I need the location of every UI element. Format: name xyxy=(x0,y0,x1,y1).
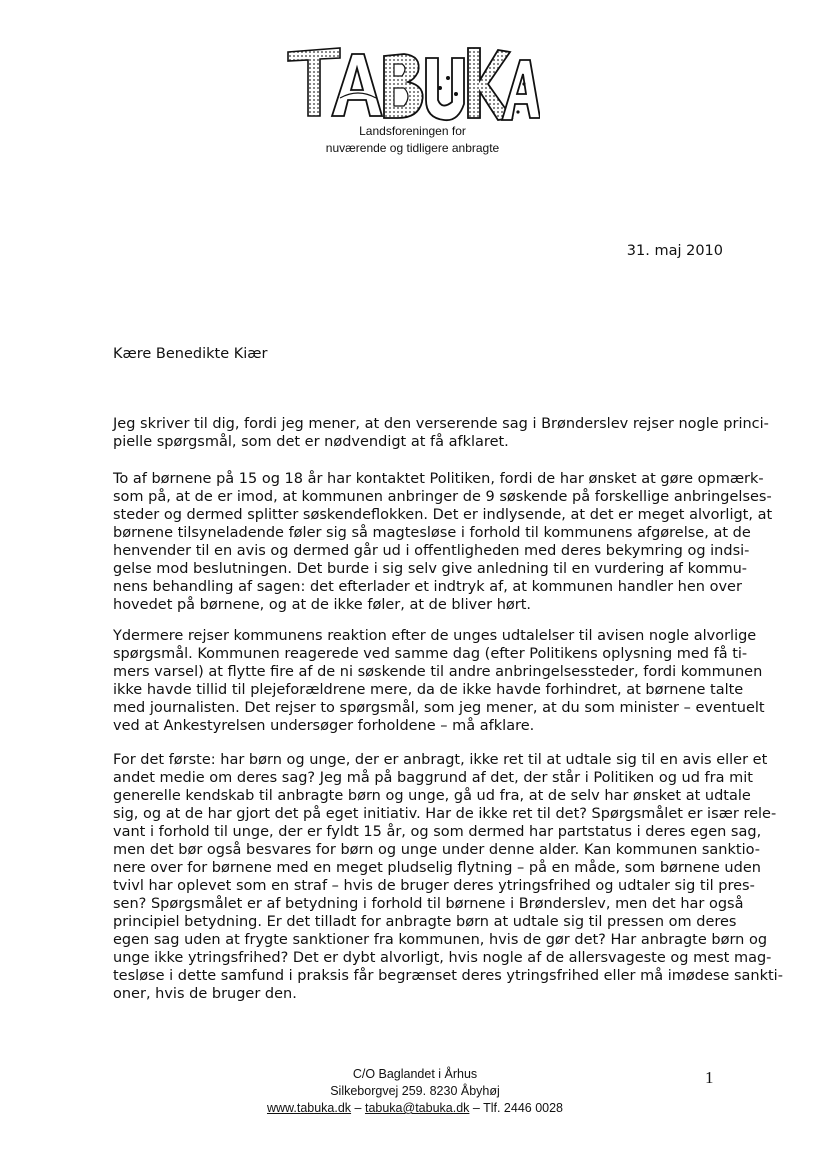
page-number: 1 xyxy=(705,1068,714,1087)
paragraph-line: tesløse i dette samfund i praksis får begrænset deres ytringsfrihed eller må imødese sankti- xyxy=(113,968,783,984)
footer-address-line1: C/O Baglandet i Århus xyxy=(352,1067,478,1081)
paragraph-line: generelle kendskab til anbragte børn og unge, gå ud fra, at de selv har ønsket at udtale xyxy=(113,788,751,804)
paragraph-line: principiel betydning. Er det tilladt for anbragte børn at udtale sig til pressen om deres xyxy=(113,914,737,930)
paragraph-line: Jeg skriver til dig, fordi jeg mener, at den verserende sag i Brønderslev rejser nogle princi- xyxy=(113,416,769,432)
paragraph-line: nere over for børnene med en meget pludselig flytning – på en måde, som børnene uden xyxy=(113,860,761,876)
paragraph-line: ikke havde tillid til plejeforældrene mere, da de ikke havde forhindret, at børnene talte xyxy=(113,682,744,698)
paragraph-line: egen sag uden at frygte sanktioner fra kommunen, hvis de gør det? Har anbragte børn og xyxy=(113,932,768,948)
paragraph-line: børnene tilsyneladende føler sig så magtesløse i forhold til kommunens afgørelse, at de xyxy=(113,525,751,541)
tabuka-logo xyxy=(280,38,540,130)
paragraph-line: oner, hvis de bruger den. xyxy=(113,986,297,1002)
paragraph-line: Ydermere rejser kommunens reaktion efter de unges udtalelser til avisen nogle alvorlige xyxy=(113,628,757,644)
org-tagline-line2: nuværende og tidligere anbragte xyxy=(325,141,500,155)
paragraph-line: steder og dermed splitter søskendeflokken. Det er indlysende, at det er meget alvorligt, at xyxy=(113,507,773,523)
paragraph-line: unge ikke ytringsfrihed? Det er dybt alvorligt, hvis nogle af de allersvageste og mest mag- xyxy=(113,950,772,966)
tabuka-logo-graphic xyxy=(280,38,540,130)
paragraph-line: gelse mod beslutningen. Det burde i sig selv give anledning til en vurdering af kommu- xyxy=(113,561,747,577)
website-link[interactable]: www.tabuka.dk xyxy=(266,1101,352,1115)
paragraph-children-contact xyxy=(113,470,773,614)
paragraph-freedom-of-speech xyxy=(113,751,783,1003)
paragraph-line: men det bør også besvares for børn og unge under denne alder. Kan kommunen sanktio- xyxy=(113,842,760,858)
paragraph-line: nens behandling af sagen: det efterlader et indtryk af, at kommunen handler hen over xyxy=(113,579,742,595)
paragraph-line: vant i forhold til unge, der er fyldt 15 år, og som dermed har partstatus i deres egen sag, xyxy=(113,824,762,840)
org-tagline-line1: Landsforeningen for xyxy=(359,124,466,138)
paragraph-line: med journalisten. Det rejser to spørgsmål, som jeg mener, at du som minister – eventuelt xyxy=(113,700,765,716)
paragraph-municipality-reaction xyxy=(113,627,765,735)
salutation: Kære Benedikte Kiær xyxy=(113,346,268,362)
paragraph-line: To af børnene på 15 og 18 år har kontaktet Politiken, fordi de har ønsket at gøre opmærk- xyxy=(113,471,764,487)
paragraph-line: hovedet på børnene, og at de ikke føler, at de bliver hørt. xyxy=(113,597,532,613)
paragraph-line: spørgsmål. Kommunen reagerede ved samme dag (efter Politikens oplysning med få ti- xyxy=(113,646,748,662)
email-link[interactable]: tabuka@tabuka.dk xyxy=(364,1101,470,1115)
paragraph-line: sen? Spørgsmålet er af betydning i forhold til børnene i Brønderslev, men det har også xyxy=(113,896,744,912)
paragraph-line: For det første: har børn og unge, der er anbragt, ikke ret til at udtale sig til en avis eller et xyxy=(113,752,768,768)
letter-date: 31. maj 2010 xyxy=(626,243,723,259)
paragraph-line: andet medie om deres sag? Jeg må på baggrund af det, der står i Politiken og ud fra mit xyxy=(113,770,753,786)
footer-address-line2: Silkeborgvej 259. 8230 Åbyhøj xyxy=(330,1084,500,1098)
footer-contact-line xyxy=(240,1101,590,1115)
footer-separator: – xyxy=(351,1101,365,1115)
paragraph-line: sig, og at de har gjort det på eget initiativ. Har de ikke ret til det? Spørgsmålet er især rele- xyxy=(113,806,777,822)
paragraph-line: pielle spørgsmål, som det er nødvendigt at få afklaret. xyxy=(113,434,509,450)
paragraph-line: som på, at de er imod, at kommunen anbringer de 9 søskende på forskellige anbringelses- xyxy=(113,489,772,505)
footer-phone: – Tlf. 2446 0028 xyxy=(469,1101,563,1115)
paragraph-intro xyxy=(113,415,769,451)
paragraph-line: tvivl har oplevet som en straf – hvis de bruger deres ytringsfrihed og udtaler sig til pres- xyxy=(113,878,755,894)
paragraph-line: henvender til en avis og dermed går ud i offentligheden med deres bekymring og indsi- xyxy=(113,543,750,559)
paragraph-line: ved at Ankestyrelsen undersøger forholdene – må afklare. xyxy=(113,718,535,734)
paragraph-line: mers varsel) at flytte fire af de ni søskende til andre anbringelsessteder, fordi kommunen xyxy=(113,664,763,680)
